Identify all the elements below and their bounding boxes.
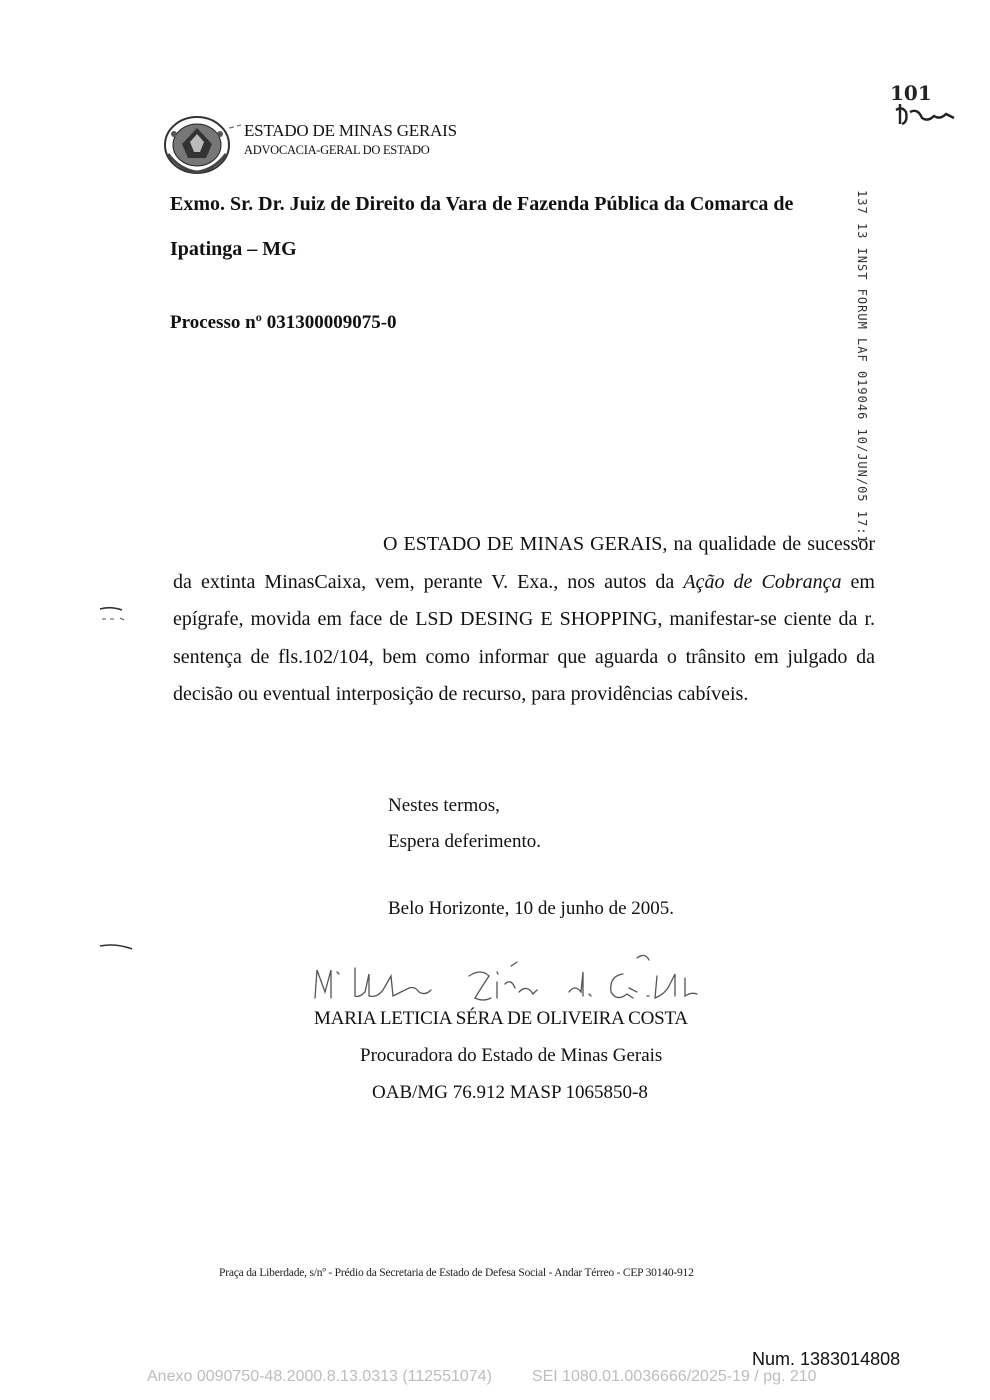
svg-text:101: 101 (890, 82, 932, 105)
document-number: Num. 1383014808 (752, 1349, 901, 1369)
handwritten-signature (305, 948, 725, 1014)
header-state: ESTADO DE MINAS GERAIS (244, 121, 457, 140)
signatory-ids: OAB/MG 76.912 MASP 1065850-8 (372, 1082, 648, 1103)
signatory-role: Procuradora do Estado de Minas Gerais (360, 1045, 663, 1066)
addressee-line-1: Exmo. Sr. Dr. Juiz de Direito da Vara de Fazenda Pública da Comarca de (170, 193, 794, 215)
header-dash-mark (228, 124, 242, 132)
body-part-1: O ESTADO DE MINAS GERAIS, na qualidade de sucessor da extinta MinasCaixa, vem, perante V. Exa., nos autos da (173, 533, 875, 593)
page-number-mark (888, 82, 968, 128)
margin-mark-1 (98, 604, 128, 624)
signatory-name: MARIA LETICIA SÉRA DE OLIVEIRA COSTA (314, 1008, 688, 1029)
date-line: Belo Horizonte, 10 de junho de 2005. (388, 898, 675, 919)
addressee-line-2: Ipatinga – MG (170, 238, 297, 260)
closing-line-1: Nestes termos, (388, 795, 500, 816)
body-part-2: em epígrafe, movida em face de LSD DESING E SHOPPING, manifestar-se ciente da r. sentença de fls.102/104, bem como informar que aguarda o trânsito em julgado da decisão ou eventual interposição de recurso, para providências cabíveis. (173, 570, 875, 705)
petition-body (173, 526, 875, 714)
closing-line-2: Espera deferimento. (388, 831, 541, 852)
receipt-stamp: 137 13 INST FORUM LAF 019046 10/JUN/05 17:1 (855, 190, 869, 544)
annex-right: SEI 1080.01.0036666/2025-19 / pg. 210 (531, 1368, 817, 1385)
annex-line (147, 1368, 817, 1386)
closing (388, 788, 541, 860)
annex-left: Anexo 0090750-48.2000.8.13.0313 (112551074) (147, 1368, 492, 1385)
coat-of-arms-icon (162, 114, 232, 176)
margin-mark-2 (98, 940, 134, 954)
header-agency: ADVOCACIA-GERAL DO ESTADO (244, 143, 430, 157)
process-number: Processo nº 031300009075-0 (170, 312, 397, 333)
footer-address: Praça da Liberdade, s/nº - Prédio da Secretaria de Estado de Defesa Social - Andar Térreo - CEP 30140-912 (219, 1267, 694, 1279)
body-italic: Ação de Cobrança (683, 570, 842, 593)
